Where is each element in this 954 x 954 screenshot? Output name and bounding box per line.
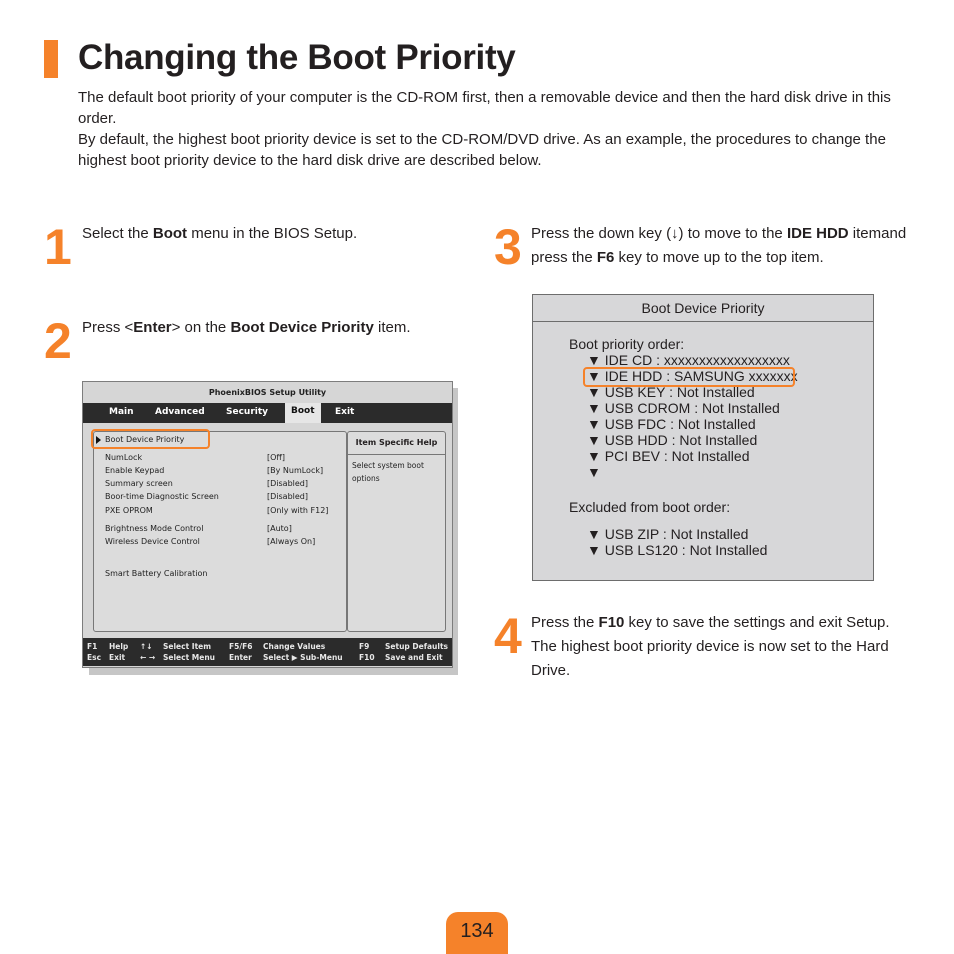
bios-item-boot-device-priority[interactable]: Boot Device Priority [105, 435, 185, 444]
bios-key-setup-defaults: Setup Defaults [385, 642, 448, 651]
step-1-bold: Boot [152, 225, 188, 242]
boot-order-usb-fdc[interactable]: ▼ USB FDC : Not Installed [587, 416, 756, 432]
bios-key-enter: Enter [229, 653, 252, 662]
bios-screenshot [82, 381, 453, 668]
boot-order-ide-hdd[interactable]: ▼ IDE HDD : SAMSUNG xxxxxxx [587, 368, 798, 384]
bios-title: PhoenixBIOS Setup Utility [208, 388, 327, 397]
excluded-usb-ls120[interactable]: ▼ USB LS120 : Not Installed [587, 542, 768, 558]
bios-item-summary-screen[interactable]: Summary screen [105, 479, 173, 488]
bios-key-f1: F1 [87, 642, 98, 651]
step-3-bold-2: F6 [596, 249, 615, 266]
boot-order-usb-cdrom[interactable]: ▼ USB CDROM : Not Installed [587, 400, 780, 416]
bios-menu-security[interactable]: Security [226, 407, 269, 417]
bios-value-summary-screen[interactable]: [Disabled] [267, 479, 308, 488]
step-4-number: 4 [494, 608, 522, 664]
bios-menu-main[interactable]: Main [109, 407, 134, 417]
bios-highlight-boot-device-priority [91, 429, 210, 449]
intro-paragraph-2: By default, the highest boot priority device is set to the CD-ROM/DVD drive. As an example, the procedures to change the highest boot priority device to the hard disk drive are described below. [78, 131, 886, 169]
bios-item-diagnostic-screen[interactable]: Boor-time Diagnostic Screen [105, 492, 219, 501]
page-title: Changing the Boot Priority [78, 38, 516, 77]
bios-menu-boot[interactable]: Boot [285, 403, 321, 423]
step-4-text [531, 611, 911, 683]
bios-key-select-submenu: Select ▶ Sub-Menu [263, 653, 343, 662]
step-3-number: 3 [494, 219, 522, 275]
bios-item-numlock[interactable]: NumLock [105, 453, 143, 462]
bios-key-f10: F10 [359, 653, 375, 662]
bios-value-brightness-mode[interactable]: [Auto] [267, 524, 292, 533]
excluded-boot-order-label: Excluded from boot order: [569, 499, 731, 515]
boot-device-priority-panel [532, 294, 874, 581]
bios-value-enable-keypad[interactable]: [By NumLock] [267, 466, 324, 475]
bios-key-esc: Esc [87, 653, 102, 662]
step-2-number: 2 [44, 313, 72, 369]
bios-menu-bar [83, 403, 452, 423]
bios-key-help-label: Help [109, 642, 129, 651]
boot-order-usb-key[interactable]: ▼ USB KEY : Not Installed [587, 384, 755, 400]
bios-help-title: Item Specific Help [348, 432, 445, 455]
bios-value-diagnostic-screen[interactable]: [Disabled] [267, 492, 308, 501]
bios-item-enable-keypad[interactable]: Enable Keypad [105, 466, 165, 475]
boot-device-priority-title: Boot Device Priority [533, 295, 873, 322]
step-4-post: key to save the settings and exit Setup. The highest boot priority device is now set to the Hard Drive. [531, 614, 890, 679]
title-accent-bar [44, 40, 58, 78]
bios-key-f5f6: F5/F6 [229, 642, 253, 651]
bios-footer [83, 638, 452, 666]
step-3-post: key to move up to the top item. [614, 249, 824, 266]
boot-order-ide-cd[interactable]: ▼ IDE CD : xxxxxxxxxxxxxxxxxx [587, 352, 790, 368]
boot-order-usb-hdd[interactable]: ▼ USB HDD : Not Installed [587, 432, 758, 448]
bios-menu-exit[interactable]: Exit [335, 407, 355, 417]
step-1-text [82, 222, 442, 246]
step-3-text [531, 222, 916, 270]
bios-value-numlock[interactable]: [Off] [267, 453, 286, 462]
step-2-pre: Press < [82, 319, 134, 336]
page-number: 134 [460, 920, 494, 942]
bios-key-change-values: Change Values [263, 642, 326, 651]
step-3-pre: Press the down key (↓) to move to the [531, 225, 787, 242]
step-4-pre: Press the [531, 614, 599, 631]
intro-text [78, 87, 918, 171]
bios-value-wireless-control[interactable]: [Always On] [267, 537, 316, 546]
bios-item-brightness-mode[interactable]: Brightness Mode Control [105, 524, 204, 533]
step-1-pre: Select the [82, 225, 153, 242]
bios-help-text: Select system boot options [352, 461, 424, 483]
boot-order-pci-bev[interactable]: ▼ PCI BEV : Not Installed [587, 448, 750, 464]
bios-key-leftright: ← → [140, 653, 156, 662]
bios-item-wireless-control[interactable]: Wireless Device Control [105, 537, 200, 546]
step-4-bold: F10 [598, 614, 625, 631]
bios-key-select-item: Select Item [163, 642, 212, 651]
bios-value-pxe-oprom[interactable]: [Only with F12] [267, 506, 329, 515]
excluded-usb-zip[interactable]: ▼ USB ZIP : Not Installed [587, 526, 749, 542]
bios-key-exit-label: Exit [109, 653, 126, 662]
bios-item-pxe-oprom[interactable]: PXE OPROM [105, 506, 153, 515]
step-1-post: menu in the BIOS Setup. [187, 225, 358, 242]
bios-key-f9: F9 [359, 642, 370, 651]
step-2-bold-1: Enter [133, 319, 172, 336]
bios-key-save-exit: Save and Exit [385, 653, 443, 662]
intro-paragraph-1: The default boot priority of your computer is the CD-ROM first, then a removable device and then the hard disk drive in this order. [78, 89, 891, 127]
bios-menu-advanced[interactable]: Advanced [155, 407, 205, 417]
step-3-mid: itemand press the [531, 225, 907, 266]
bios-key-updown: ↑↓ [140, 642, 153, 651]
bios-help-panel [347, 431, 446, 632]
step-2-text [82, 316, 462, 340]
bios-item-battery-calibration[interactable]: Smart Battery Calibration [105, 569, 208, 578]
step-2-mid: > on the [171, 319, 231, 336]
boot-priority-order-label: Boot priority order: [569, 336, 685, 352]
step-3-bold-1: IDE HDD [786, 225, 849, 242]
bios-key-select-menu: Select Menu [163, 653, 216, 662]
step-2-bold-2: Boot Device Priority [230, 319, 374, 336]
step-1-number: 1 [44, 219, 72, 275]
boot-order-empty[interactable]: ▼ [587, 464, 601, 480]
step-2-post: item. [373, 319, 411, 336]
